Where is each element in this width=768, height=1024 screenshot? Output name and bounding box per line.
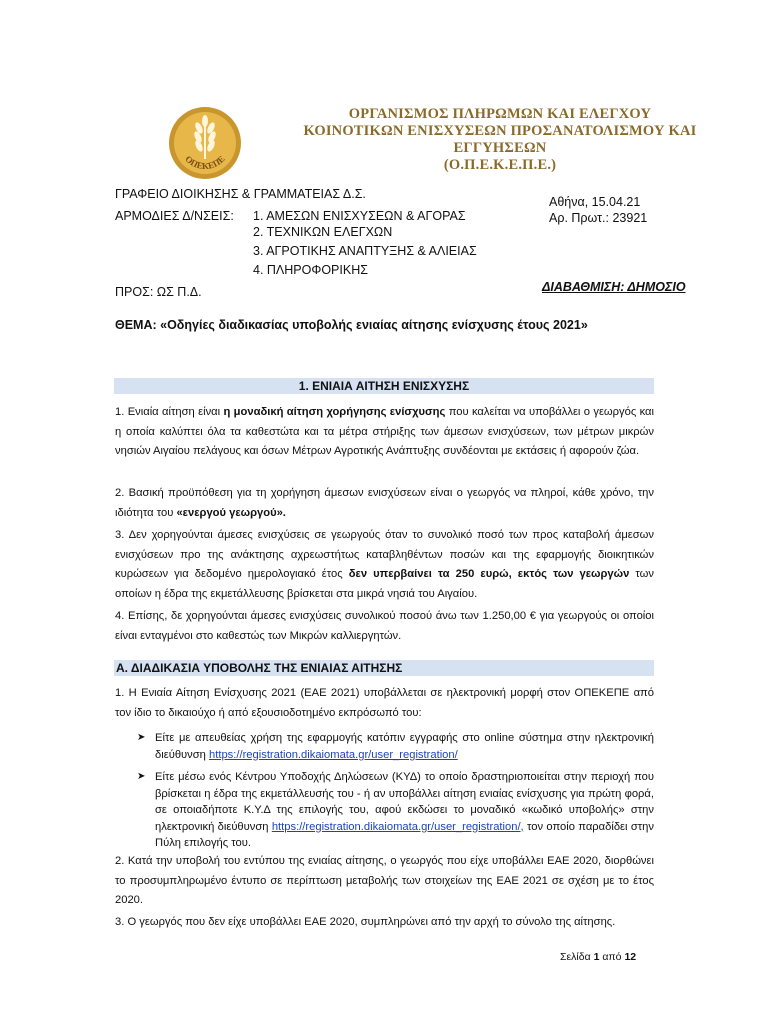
page-number: Σελίδα 1 από 12	[560, 951, 637, 963]
office-name: ΓΡΑΦΕΙΟ ΔΙΟΙΚΗΣΗΣ & ΓΡΑΜΜΑΤΕΙΑΣ Δ.Σ.	[115, 187, 366, 201]
section-a-paragraph-2: 2. Κατά την υποβολή του εντύπου της ενιαίας αίτησης, ο γεωργός που είχε υποβάλλει ΕΑΕ 2020, διορθώνει το προσυμπληρωμένο έντυπο σε περίπτωση μεταβολής των στοιχείων της ΕΑΕ 2021 σε σχέση με το έτος 2020.	[115, 855, 654, 906]
departments-label: ΑΡΜΟΔΙΕΣ Δ/ΝΣΕΙΣ:	[115, 209, 234, 223]
department-4: 4. ΠΛΗΡΟΦΟΡΙΚΗΣ	[253, 263, 368, 277]
bullet-item-kyd: ➤ Είτε μέσω ενός Κέντρου Υποδοχής Δηλώσεων (ΚΥΔ) το οποίο δραστηριοποιείται στην περιοχή που βρίσκεται η έδρα της εκμετάλλευσής του - ή αν υποβάλλει αίτηση ενιαίας ενίσχυσης για πρώτη φορά, σε οποιαδήποτε Κ.Υ.Δ της επιλογής του, αφού εκδώσει το μοναδικό «κωδικό υποβολής» στην ηλεκτρονική διεύθυνση https://registration.dikaiomata.gr/user_registration/, τον οποίο παραδίδει στην Πύλη επιλογής του.	[137, 771, 654, 849]
arrow-bullet-icon: ➤	[137, 732, 146, 743]
protocol-number: Αρ. Πρωτ.: 23921	[549, 211, 648, 225]
recipient: ΠΡΟΣ: ΩΣ Π.Δ.	[115, 285, 202, 299]
section-1-paragraph-3: 3. Δεν χορηγούνται άμεσες ενισχύσεις σε γεωργούς όταν το συνολικό ποσό των προς καταβολή άμεσων ενισχύσεων προ της ανάκτησης αχρεωστήτως καταβληθέντων ποσών και της εφαρμογής διοικητικών κυρώσεων για δεδομένο ημερολογιακό έτος δεν υπερβαίνει τα 250 ευρώ, εκτός των γεωργών των οποίων η έδρα της εκμετάλλευσης βρίσκεται στα μικρά νησιά του Αιγαίου.	[115, 529, 654, 600]
section-1-paragraph-2: 2. Βασική προϋπόθεση για τη χορήγηση άμεσων ενισχύσεων είναι ο γεωργός να πληροί, κάθε χρόνο, την ιδιότητα του «ενεργού γεωργού».	[115, 487, 654, 519]
arrow-bullet-icon: ➤	[137, 771, 146, 782]
section-a-paragraph-3: 3. Ο γεωργός που δεν είχε υποβάλλει ΕΑΕ 2020, συμπληρώνει από την αρχή το σύνολο της αίτησης.	[115, 916, 616, 928]
department-1: 1. ΑΜΕΣΩΝ ΕΝΙΣΧΥΣΕΩΝ & ΑΓΟΡΑΣ	[253, 209, 466, 223]
org-line-3: (Ο.Π.Ε.Κ.Ε.Π.Ε.)	[443, 157, 557, 173]
section-1-heading: 1. ΕΝΙΑΙΑ ΑΙΤΗΣΗ ΕΝΙΣΧΥΣΗΣ	[114, 378, 654, 394]
section-a-paragraph-1: 1. Η Ενιαία Αίτηση Ενίσχυσης 2021 (ΕΑΕ 2021) υποβάλλεται σε ηλεκτρονική μορφή στον ΟΠΕΚΕΠΕ από τον ίδιο το δικαιούχο ή από εξουσιοδοτημένο εκπρόσωπό του:	[115, 687, 654, 719]
opekepe-logo	[165, 103, 245, 183]
org-line-1: ΟΡΓΑΝΙΣΜΟΣ ΠΛΗΡΩΜΩΝ ΚΑΙ ΕΛΕΓΧΟΥ	[348, 106, 652, 122]
subject-line: ΘΕΜΑ: «Οδηγίες διαδικασίας υποβολής ενιαίας αίτησης ενίσχυσης έτους 2021»	[115, 318, 588, 332]
section-1-paragraph-4: 4. Επίσης, δε χορηγούνται άμεσες ενισχύσεις συνολικού ποσού άνω των 1.250,00 € για γεωργούς οι οποίοι είναι ενταγμένοι στο καθεστώς των Μικρών καλλιεργητών.	[115, 610, 654, 642]
registration-link-2[interactable]: https://registration.dikaiomata.gr/user_registration/,	[271, 820, 524, 833]
section-1-paragraph-1: 1. Ενιαία αίτηση είναι η μοναδική αίτηση χορήγησης ενίσχυσης που καλείται να υποβάλλει ο γεωργός και η οποία καλύπτει όλα τα καθεστώτα και τα μέτρα στήριξης των άμεσων ενισχύσεων, των μέτρων μικρών νησιών Αιγαίου πελάγους και όσων Μέτρων Αγροτικής Ανάπτυξης συνδέονται με εκτάσεις ή αφορούν ζώα.	[115, 406, 655, 457]
bullet-item-online: ➤ Είτε με απευθείας χρήση της εφαρμογής κατόπιν εγγραφής στο online σύστημα στην ηλεκτρονική διεύθυνση https://registration.dikaiomata.gr/user_registration/	[137, 732, 654, 761]
svg-text:ΟΠΕΚΕΠΕ: ΟΠΕΚΕΠΕ	[183, 153, 227, 172]
department-3: 3. ΑΓΡΟΤΙΚΗΣ ΑΝΑΠΤΥΞΗΣ & ΑΛΙΕΙΑΣ	[253, 244, 477, 258]
organization-title	[300, 106, 700, 174]
classification: ΔΙΑΒΑΘΜΙΣΗ: ΔΗΜΟΣΙΟ	[542, 280, 686, 294]
department-2: 2. ΤΕΧΝΙΚΩΝ ΕΛΕΓΧΩΝ	[253, 225, 393, 239]
section-a-heading: Α. ΔΙΑΔΙΚΑΣΙΑ ΥΠΟΒΟΛΗΣ ΤΗΣ ΕΝΙΑΙΑΣ ΑΙΤΗΣΗΣ	[114, 660, 654, 676]
org-line-2: ΚΟΙΝΟΤΙΚΩΝ ΕΝΙΣΧΥΣΕΩΝ ΠΡΟΣΑΝΑΤΟΛΙΣΜΟΥ ΚΑΙ ΕΓΓΥΗΣΕΩΝ	[303, 123, 697, 156]
place-date: Αθήνα, 15.04.21	[549, 195, 641, 209]
registration-link-1[interactable]: https://registration.dikaiomata.gr/user_registration/	[209, 748, 458, 761]
